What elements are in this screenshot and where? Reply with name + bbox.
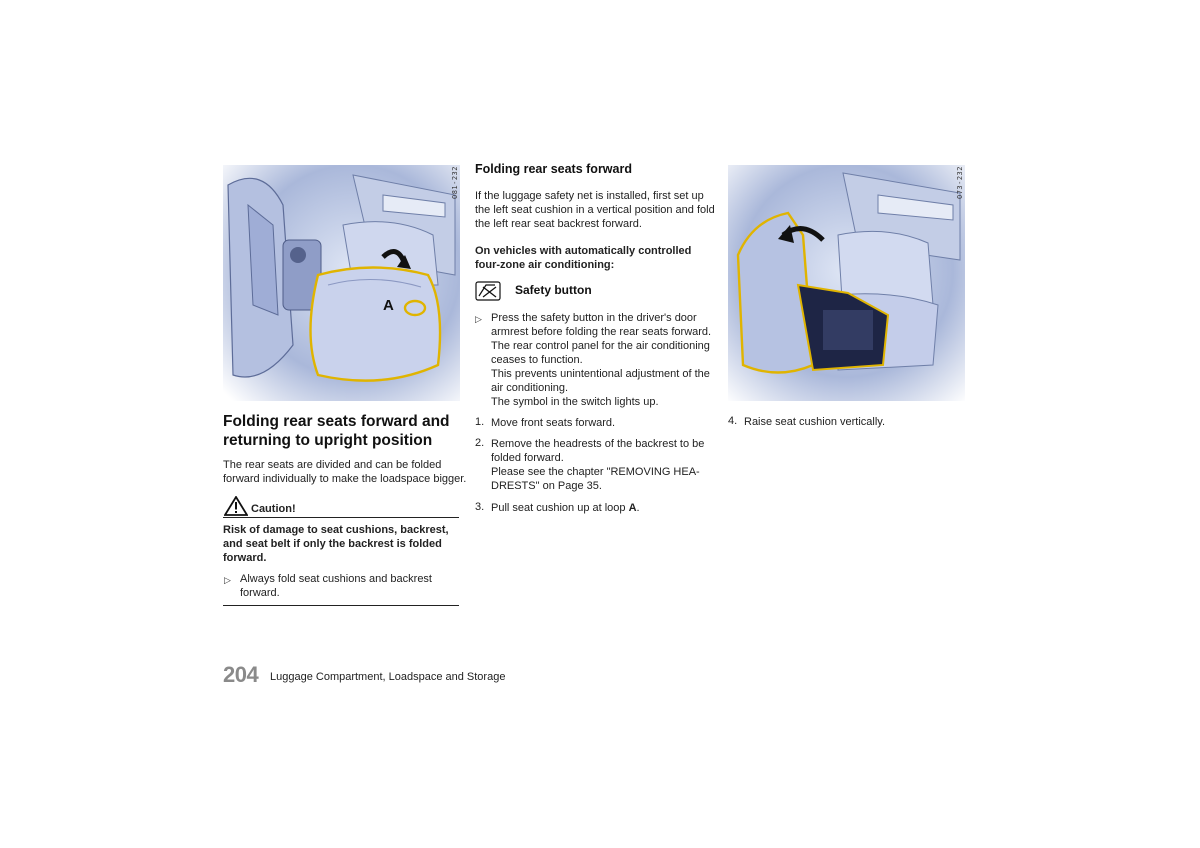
figure-seat-cushion-raised [728,165,965,401]
figure-code-right: O73-232 [956,166,964,200]
step-3-text: Pull seat cushion up at loop [491,502,629,514]
net-intro-line1: If the luggage safety net is installed, first set up [475,190,704,202]
net-intro-line3: the left rear seat backrest forward. [475,218,642,230]
step-2-line1: Remove the headrests of the backrest to be [491,438,705,450]
warning-line3: forward. [223,552,267,564]
figure-rear-seat-cushion [223,165,460,401]
intro-line2: forward individually to make the loadspace bigger. [223,473,467,485]
section-heading-line1: Folding rear seats forward and [223,413,450,430]
step-1-number: 1. [475,416,485,428]
bullet-triangle-icon: ▷ [224,575,231,585]
figure-code-left: O81-232 [451,166,459,200]
safety-line-6: air conditioning. [491,382,569,394]
caution-rule-top [223,517,459,518]
section-heading-line2: returning to upright position [223,432,433,449]
caution-bullet-line1: Always fold seat cushions and backrest [240,573,432,585]
step-3-loop-label: A [628,502,637,514]
page-number: 204 [223,662,259,687]
step-4-text: Raise seat cushion vertically. [744,416,886,428]
ac-subheading-line1: On vehicles with automatically controlled [475,245,692,257]
safety-line-2: armrest before folding the rear seats forward. [491,326,712,338]
safety-line-3: The rear control panel for the air conditioning [491,340,710,352]
seat-illustration-right [728,165,965,401]
intro-line1: The rear seats are divided and can be folded [223,459,442,471]
safety-line-7: The symbol in the switch lights up. [491,396,659,408]
step-3-period: . [636,502,640,514]
safety-button-icon [475,281,501,306]
column-heading: Folding rear seats forward [475,162,632,176]
footer-section-title: Luggage Compartment, Loadspace and Storage [270,671,506,683]
caution-rule-bottom [223,605,459,606]
ac-subheading-line2: four-zone air conditioning: [475,259,615,271]
step-4-number: 4. [728,415,738,427]
safety-line-4: ceases to function. [491,354,583,366]
net-intro-line2: the left seat cushion in a vertical position and fold [475,204,715,216]
step-3-number: 3. [475,501,485,513]
warning-line2: and seat belt if only the backrest is folded [223,538,442,550]
safety-button-title: Safety button [515,283,592,297]
step-3-line [491,501,640,515]
step-2-line4: DRESTS" on Page 35. [491,480,602,492]
seat-illustration-left [223,165,460,401]
step-1-text: Move front seats forward. [491,417,616,429]
step-2-line3: Please see the chapter "REMOVING HEA- [491,466,700,478]
bullet-triangle-icon: ▷ [475,314,482,324]
step-2-number: 2. [475,437,485,449]
caution-title: Caution! [251,503,296,515]
step-2-line2: folded forward. [491,452,564,464]
safety-line-1: Press the safety button in the driver's door [491,312,697,324]
safety-line-5: This prevents unintentional adjustment of the [491,368,710,380]
caution-bullet-line2: forward. [240,587,280,599]
warning-line1: Risk of damage to seat cushions, backrest, [223,524,449,536]
callout-label-a: A [383,297,394,314]
